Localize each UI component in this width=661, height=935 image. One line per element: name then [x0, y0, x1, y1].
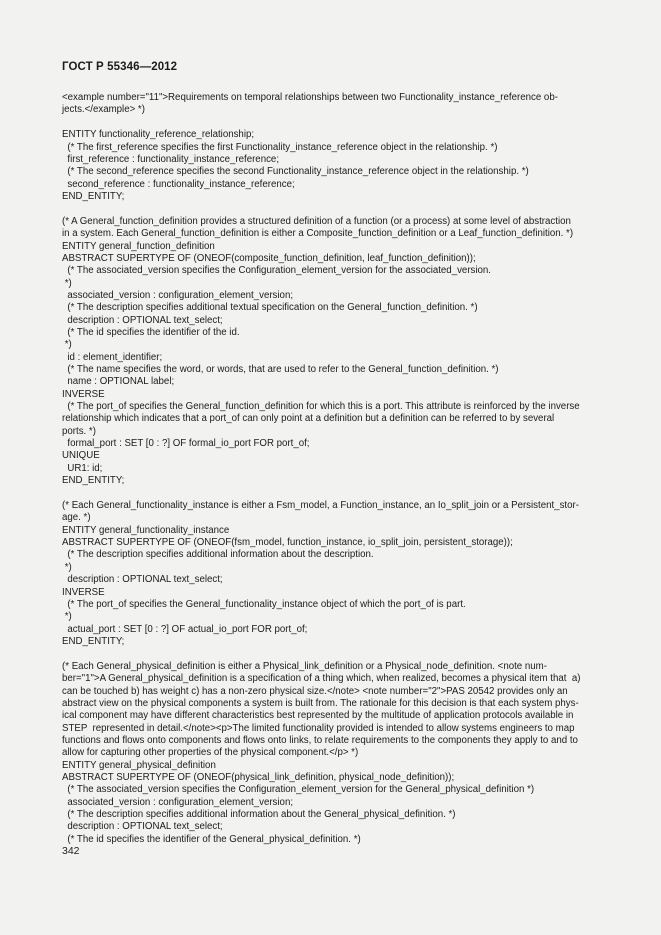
- text-line: (* The id specifies the identifier of the General_physical_definition. *): [62, 833, 361, 845]
- text-line: END_ENTITY;: [62, 475, 125, 487]
- text-line: *): [62, 277, 72, 289]
- text-line: formal_port : SET [0 : ?] OF formal_io_port FOR port_of;: [62, 438, 310, 450]
- text-line: (* The name specifies the word, or words, that are used to refer to the General_function_definition. *): [62, 364, 499, 376]
- text-line: name : OPTIONAL label;: [62, 376, 175, 388]
- text-line: ports. *): [62, 425, 96, 437]
- text-line: allow for capturing other properties of the physical component.</p> *): [62, 747, 359, 759]
- text-line: ENTITY general_functionality_instance: [62, 524, 230, 536]
- page-number: 342: [62, 845, 80, 857]
- block-3: [62, 216, 610, 488]
- text-line: (* The port_of specifies the General_functionality_instance object of which the port_of is part.: [62, 598, 466, 610]
- text-line: jects.</example> *): [62, 104, 145, 116]
- text-line: ENTITY general_function_definition: [62, 240, 215, 252]
- text-line: STEP represented in detail.</note><p>The limited functionality provided is intended to allow systems engineers to map: [62, 722, 575, 734]
- text-line: (* The description specifies additional information about the General_physical_definition. *): [62, 808, 456, 820]
- text-line: second_reference : functionality_instance_reference;: [62, 178, 295, 190]
- text-line: ENTITY general_physical_definition: [62, 759, 216, 771]
- text-line: *): [62, 561, 72, 573]
- text-line: *): [62, 611, 72, 623]
- text-line: associated_version : configuration_element_version;: [62, 290, 294, 301]
- text-line: (* The first_reference specifies the first Functionality_instance_reference object in the relationship. *): [62, 141, 498, 153]
- text-line: ABSTRACT SUPERTYPE OF (ONEOF(physical_link_definition, physical_node_definition));: [62, 771, 455, 783]
- text-line: UR1: id;: [62, 462, 103, 474]
- text-line: INVERSE: [62, 586, 105, 598]
- block-1: [62, 92, 610, 117]
- standard-header: ГОСТ Р 55346—2012: [62, 61, 178, 73]
- text-line: abstract view on the physical components a system is built from. The rationale for this decision is that each system phys-: [62, 697, 579, 709]
- text-line: description : OPTIONAL text_select;: [62, 314, 223, 326]
- text-line: <example number="11">Requirements on temporal relationships between two Functionality_instance_reference ob-: [62, 92, 558, 103]
- text-line: relationship which indicates that a port_of can only point at a definition but a definition can be referred to by several: [62, 413, 555, 425]
- text-line: actual_port : SET [0 : ?] OF actual_io_port FOR port_of;: [62, 623, 308, 635]
- text-line: INVERSE: [62, 388, 105, 400]
- text-line: END_ENTITY;: [62, 635, 125, 647]
- text-line: id : element_identifier;: [62, 351, 163, 363]
- text-line: ber="1">A General_physical_definition is a specification of a thing which, when realized, becomes a physical item that a): [62, 673, 581, 685]
- block-5: [62, 661, 610, 846]
- text-line: END_ENTITY;: [62, 191, 125, 202]
- text-line: ABSTRACT SUPERTYPE OF (ONEOF(composite_function_definition, leaf_function_definition));: [62, 252, 476, 264]
- text-line: age. *): [62, 512, 91, 524]
- text-line: (* Each General_physical_definition is either a Physical_link_definition or a Physical_node_definition. <note num-: [62, 660, 547, 672]
- text-line: ENTITY functionality_reference_relationship;: [62, 129, 255, 141]
- text-line: description : OPTIONAL text_select;: [62, 821, 223, 833]
- text-line: description : OPTIONAL text_select;: [62, 574, 223, 586]
- text-line: UNIQUE: [62, 450, 100, 462]
- text-line: first_reference : functionality_instance_reference;: [62, 153, 280, 165]
- text-line: can be touched b) has weight c) has a non-zero physical size.</note> <note number="2">PAS 20542 provides only an: [62, 685, 568, 697]
- document-body: [62, 92, 610, 846]
- text-line: (* The description specifies additional information about the description.: [62, 549, 374, 561]
- block-4: [62, 500, 610, 648]
- block-2: [62, 129, 610, 203]
- text-line: (* Each General_functionality_instance is either a Fsm_model, a Function_instance, an Io_split_join or a Persistent_stor-: [62, 500, 579, 512]
- text-line: functions and flows onto components and flows onto links, to relate requirements to the components they apply to and to: [62, 734, 578, 746]
- text-line: ABSTRACT SUPERTYPE OF (ONEOF(fsm_model, function_instance, io_split_join, persistent_storage));: [62, 537, 513, 549]
- text-line: (* The description specifies additional textual specification on the General_function_definition. *): [62, 302, 478, 314]
- text-line: in a system. Each General_function_definition is either a Composite_function_definition or a Leaf_function_definition. *): [62, 228, 574, 240]
- text-line: (* The port_of specifies the General_function_definition for which this is a port. This attribute is reinforced by the inverse: [62, 401, 580, 413]
- text-line: (* The id specifies the identifier of the id.: [62, 327, 240, 339]
- text-line: (* The associated_version specifies the Configuration_element_version for the General_physical_definition *): [62, 784, 535, 796]
- text-line: *): [62, 339, 72, 351]
- text-line: (* A General_function_definition provides a structured definition of a function (or a process) at some level of abstraction: [62, 215, 571, 227]
- text-line: ical component may have different characteristics best represented by the multitude of application protocols available in: [62, 710, 574, 722]
- text-line: (* The second_reference specifies the second Functionality_instance_reference object in the relationship. *): [62, 166, 529, 178]
- text-line: (* The associated_version specifies the Configuration_element_version for the associated_version.: [62, 265, 492, 277]
- text-line: associated_version : configuration_element_version;: [62, 796, 294, 808]
